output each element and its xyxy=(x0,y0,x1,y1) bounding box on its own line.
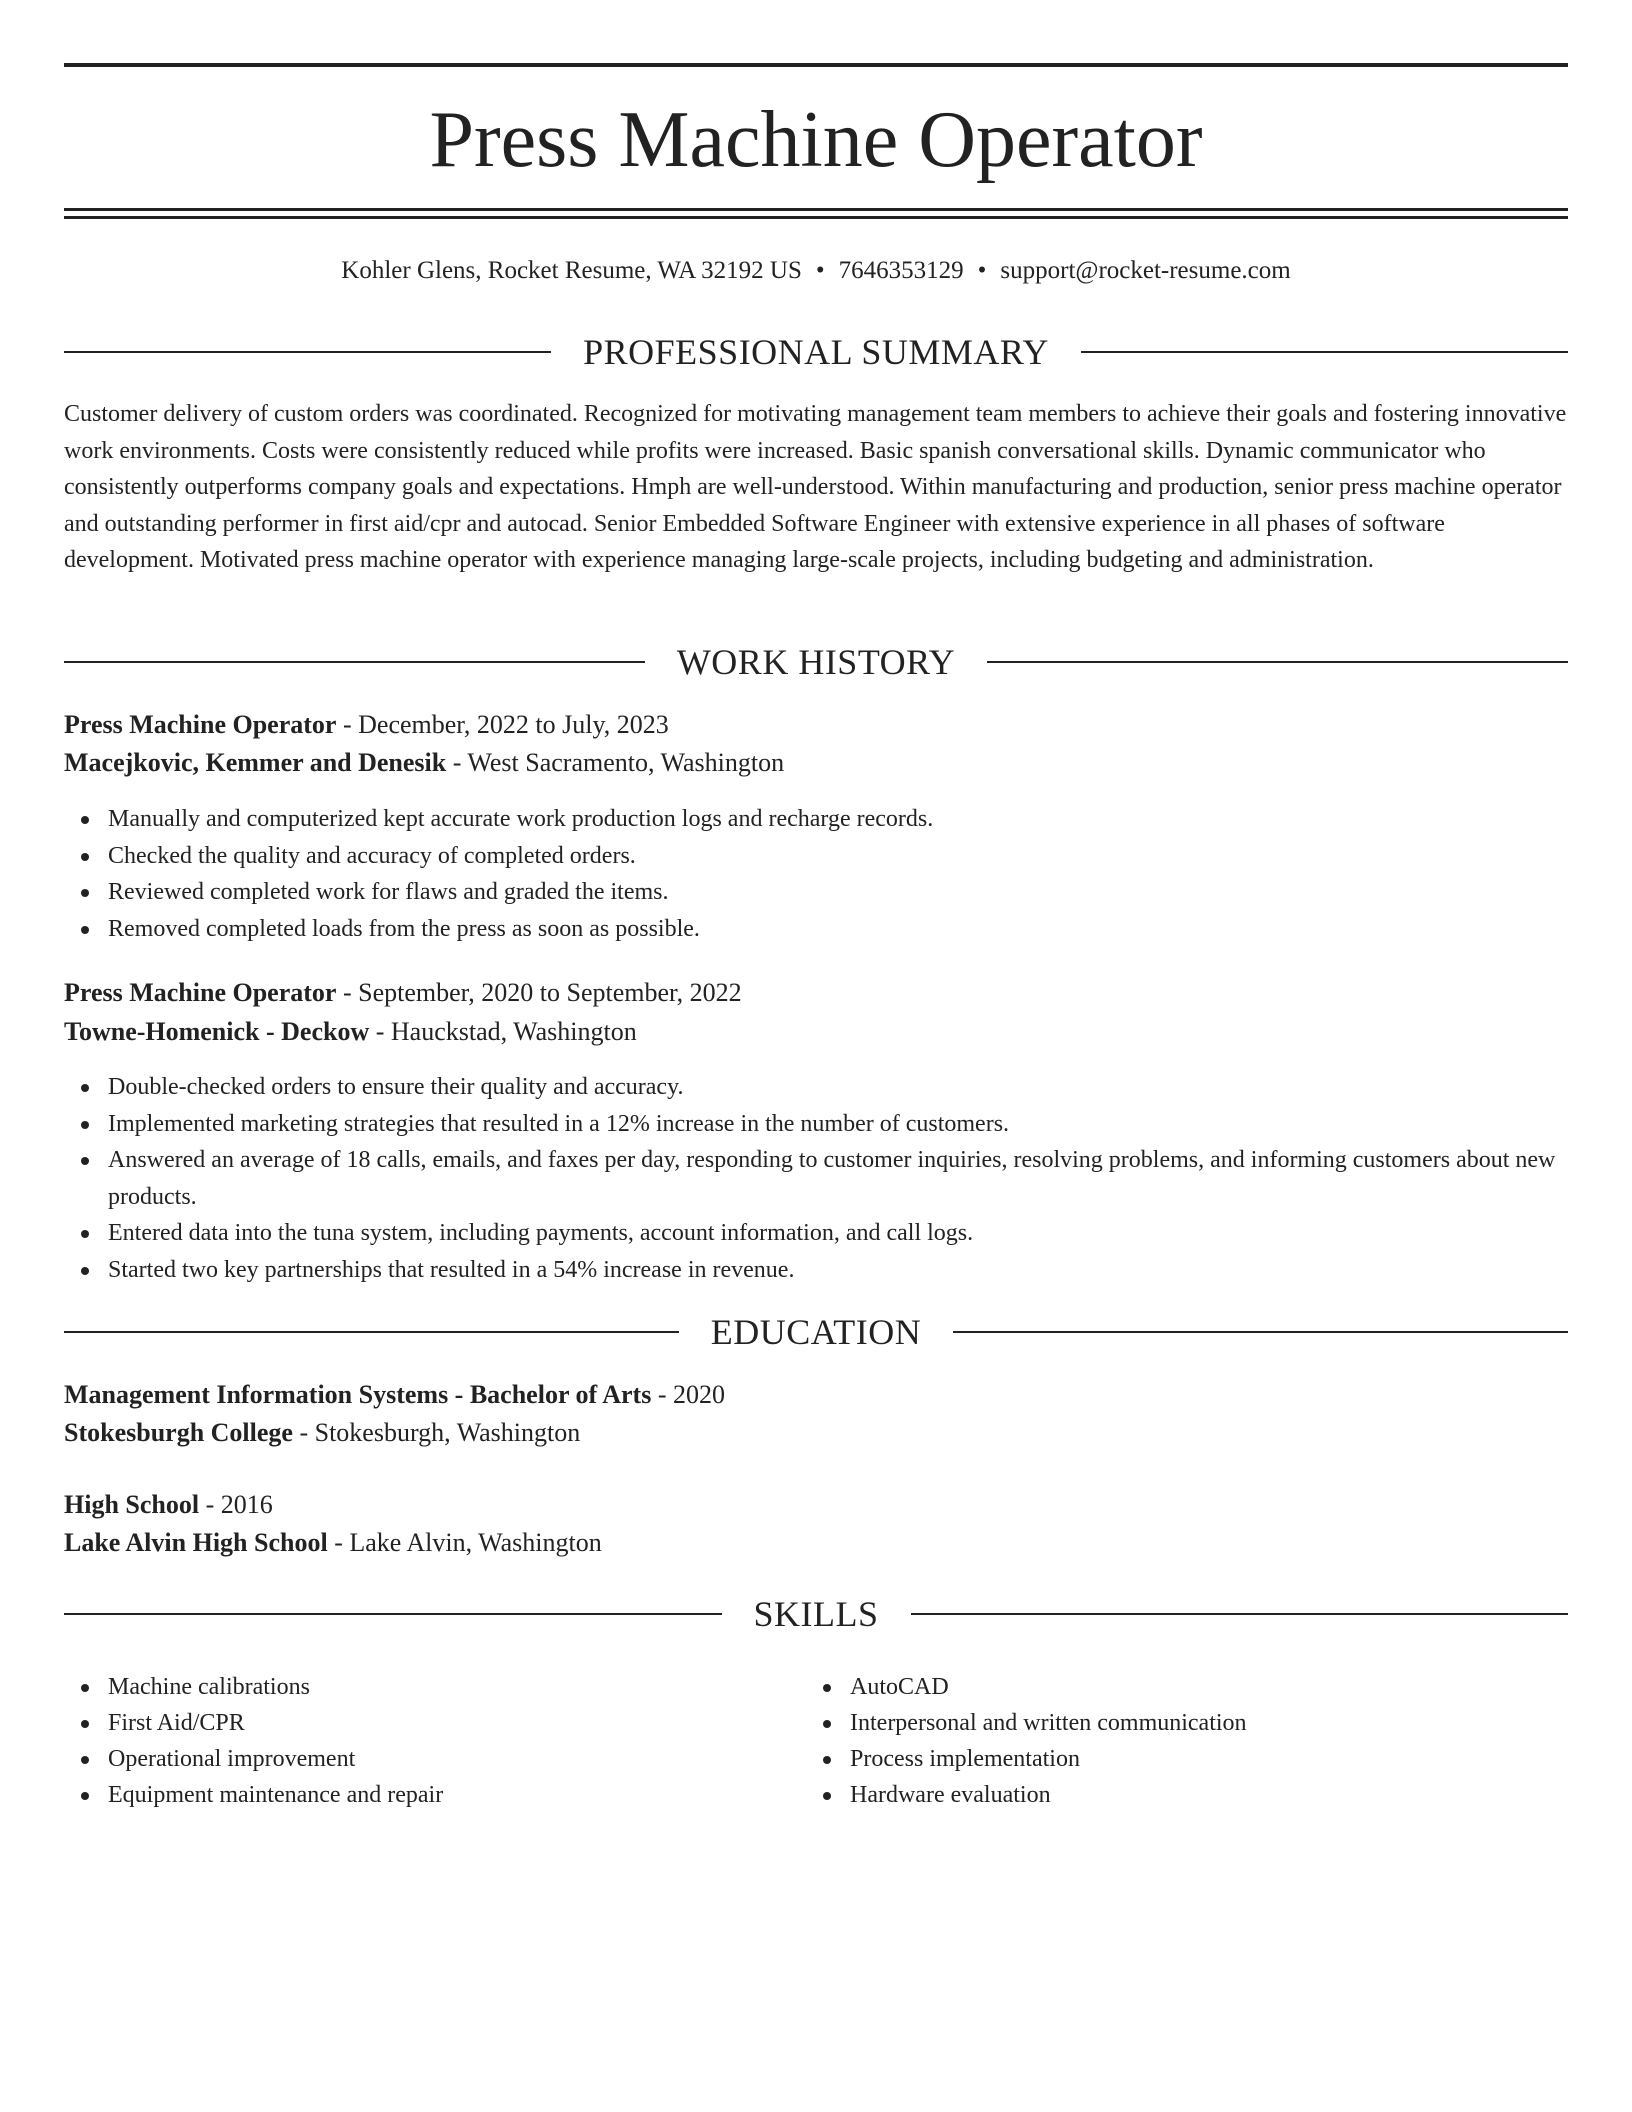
list-item: Process implementation xyxy=(806,1741,1506,1777)
list-item: Answered an average of 18 calls, emails, and faxes per day, responding to customer inquiries, resolving problems, and informing customers about new products. xyxy=(64,1142,1568,1215)
list-item: Double-checked orders to ensure their quality and accuracy. xyxy=(64,1069,1568,1106)
list-item: Implemented marketing strategies that resulted in a 12% increase in the number of customers. xyxy=(64,1106,1568,1143)
job-company: Towne-Homenick - Deckow xyxy=(64,1017,370,1046)
education-degree: Management Information Systems - Bachelor of Arts xyxy=(64,1380,652,1409)
skills-list-right xyxy=(806,1669,1506,1813)
skills-section-header xyxy=(64,1592,1568,1636)
section-divider xyxy=(64,1331,679,1333)
list-item: Operational improvement xyxy=(64,1741,764,1777)
list-item: Removed completed loads from the press as soon as possible. xyxy=(64,911,1568,948)
section-divider xyxy=(64,661,645,663)
section-divider xyxy=(1081,351,1568,353)
list-item: AutoCAD xyxy=(806,1669,1506,1705)
job-title: Press Machine Operator xyxy=(64,710,337,739)
job-company: Macejkovic, Kemmer and Denesik xyxy=(64,748,447,777)
education-year: - 2020 xyxy=(651,1380,726,1409)
job-title: Press Machine Operator xyxy=(64,978,337,1007)
list-item: Started two key partnerships that resulted in a 54% increase in revenue. xyxy=(64,1252,1568,1289)
job-dates: - September, 2020 to September, 2022 xyxy=(336,978,742,1007)
list-item: Hardware evaluation xyxy=(806,1777,1506,1813)
contact-separator: • xyxy=(977,257,987,284)
job-bullet-list xyxy=(64,801,1568,947)
header-top-rule xyxy=(64,63,1568,67)
list-item: Checked the quality and accuracy of completed orders. xyxy=(64,838,1568,875)
skills-heading: SKILLS xyxy=(753,1594,879,1634)
education-school-line xyxy=(64,1525,1568,1561)
header-bottom-rule-2 xyxy=(64,216,1568,219)
header-bottom-rule-1 xyxy=(64,208,1568,211)
list-item: Manually and computerized kept accurate work production logs and recharge records. xyxy=(64,801,1568,838)
list-item: Entered data into the tuna system, including payments, account information, and call logs. xyxy=(64,1215,1568,1252)
contact-line xyxy=(64,254,1568,288)
list-item: Equipment maintenance and repair xyxy=(64,1777,764,1813)
summary-section-header xyxy=(64,330,1568,374)
job-company-line xyxy=(64,745,1568,781)
summary-heading: PROFESSIONAL SUMMARY xyxy=(583,332,1049,372)
contact-email: support@rocket-resume.com xyxy=(1000,257,1291,284)
contact-phone: 7646353129 xyxy=(838,257,964,284)
job-bullet-list xyxy=(64,1069,1568,1288)
education-location: - Stokesburgh, Washington xyxy=(292,1418,581,1447)
job-title-line xyxy=(64,707,1568,743)
contact-address: Kohler Glens, Rocket Resume, WA 32192 US xyxy=(341,257,802,284)
job-location: - West Sacramento, Washington xyxy=(446,748,785,777)
skills-list-left xyxy=(64,1669,764,1813)
education-degree: High School xyxy=(64,1490,200,1519)
section-divider xyxy=(64,351,551,353)
work-heading: WORK HISTORY xyxy=(676,642,956,682)
summary-text: Customer delivery of custom orders was coordinated. Recognized for motivating management team members to achieve their goals and fostering innovative work environments. Costs were consistently reduced while profits were increased. Basic spanish conversational skills. Dynamic communicator who consistently outperforms company goals and expectations. Hmph are well-understood. Within manufacturing and production, senior press machine operator and outstanding performer in first aid/cpr and autocad. Senior Embedded Software Engineer with extensive experience in all phases of software development. Motivated press machine operator with experience managing large-scale projects, including budgeting and administration. xyxy=(64,401,1567,573)
section-divider xyxy=(911,1613,1569,1615)
job-location: - Hauckstad, Washington xyxy=(369,1017,637,1046)
education-heading: EDUCATION xyxy=(710,1312,922,1352)
education-year: - 2016 xyxy=(199,1490,273,1519)
education-degree-line xyxy=(64,1487,1568,1523)
job-company-line xyxy=(64,1014,1568,1050)
resume-name: Press Machine Operator xyxy=(429,96,1203,184)
job-title-line xyxy=(64,975,1568,1011)
list-item: First Aid/CPR xyxy=(64,1705,764,1741)
education-school: Lake Alvin High School xyxy=(64,1528,328,1557)
contact-separator: • xyxy=(815,257,825,284)
education-school: Stokesburgh College xyxy=(64,1418,293,1447)
education-degree-line xyxy=(64,1377,1568,1413)
section-divider xyxy=(953,1331,1568,1333)
section-divider xyxy=(987,661,1568,663)
list-item: Interpersonal and written communication xyxy=(806,1705,1506,1741)
section-divider xyxy=(64,1613,722,1615)
education-school-line xyxy=(64,1415,1568,1451)
list-item: Reviewed completed work for flaws and graded the items. xyxy=(64,874,1568,911)
education-location: - Lake Alvin, Washington xyxy=(327,1528,602,1557)
work-section-header xyxy=(64,640,1568,684)
list-item: Machine calibrations xyxy=(64,1669,764,1705)
job-dates: - December, 2022 to July, 2023 xyxy=(336,710,669,739)
education-section-header xyxy=(64,1310,1568,1354)
